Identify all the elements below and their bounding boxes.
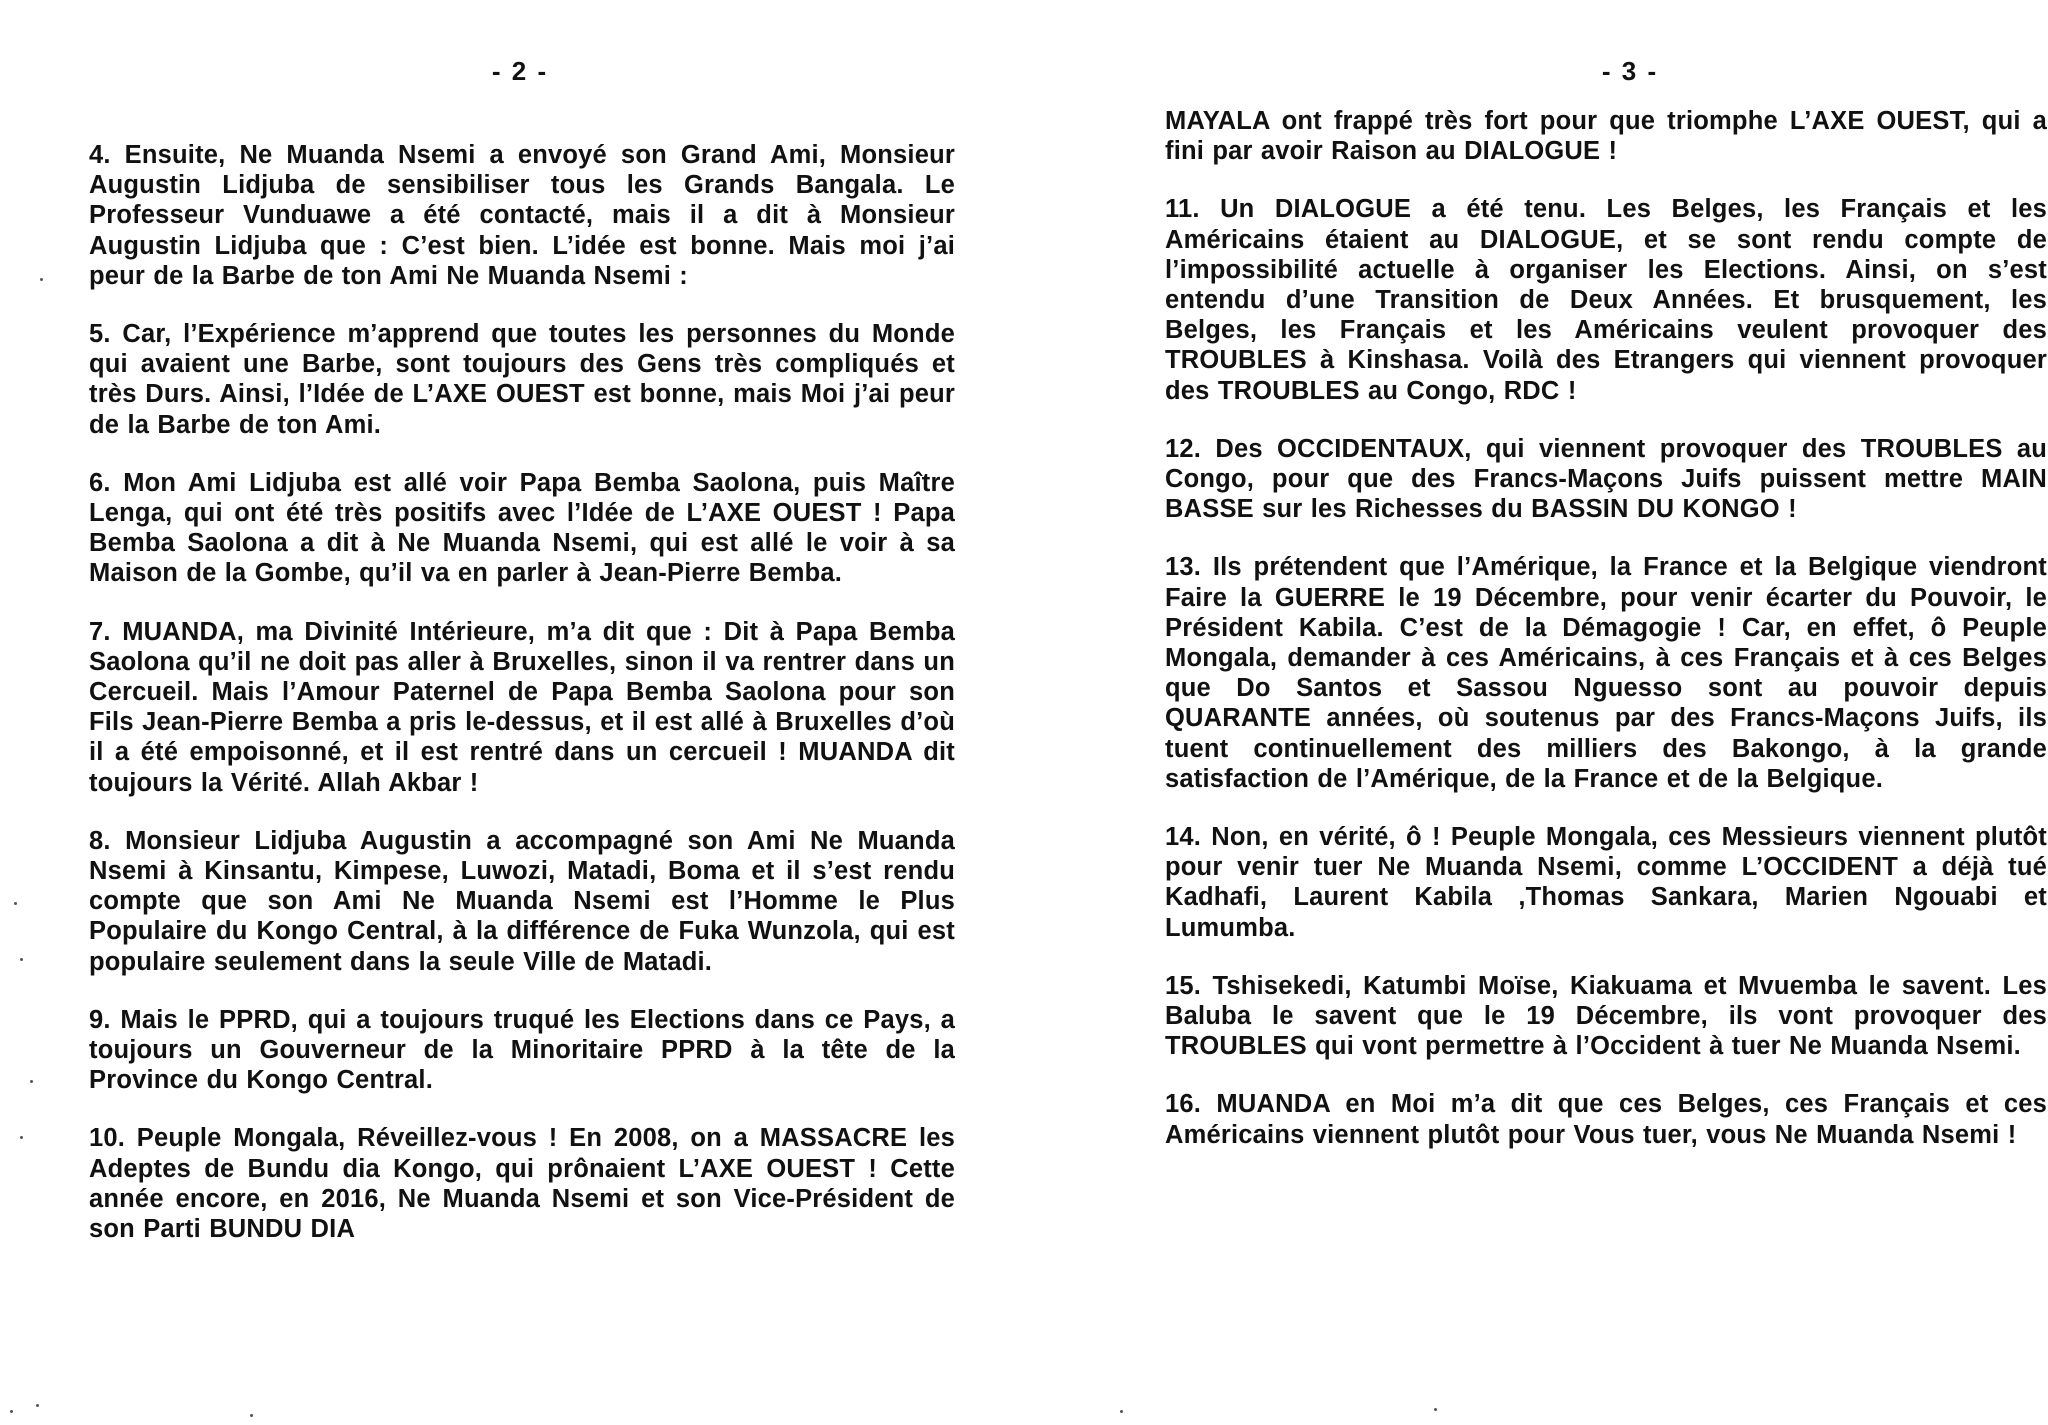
paragraph-4: 4. Ensuite, Ne Muanda Nsemi a envoyé son Grand Ami, Monsieur Augustin Lidjuba de sensibiliser tous les Grands Bangala. Le Professeur Vunduawe a été contacté, mais il a dit à Monsieur Augustin Lidjuba que : C’est bien. L’idée est bonne. Mais moi j’ai peur de la Barbe de ton Ami Ne Muanda Nsemi : — [89, 141, 955, 290]
paragraph-9: 9. Mais le PPRD, qui a toujours truqué les Elections dans ce Pays, a toujours un Gouverneur de la Minoritaire PPRD à la tête de la Province du Kongo Central. — [89, 1005, 955, 1095]
paragraph-13: 13. Ils prétendent que l’Amérique, la France et la Belgique viendront Faire la GUERRE le 19 Décembre, pour venir écarter du Pouvoir, le Président Kabila. C’est de la Démagogie ! Car, en effet, ô Peuple Mongala, demander à ces Américains, à ces Français et à ces Belges que Do Santos et Sassou Nguesso sont au pouvoir depuis QUARANTE années, où soutenus par des Francs-Maçons Juifs, ils tuent continuellement des milliers des Bakongo, à la grande satisfaction de l’Amérique, de la France et de la Belgique. — [1165, 553, 2047, 793]
paragraph-6: 6. Mon Ami Lidjuba est allé voir Papa Bemba Saolona, puis Maître Lenga, qui ont été très positifs avec l’Idée de L’AXE OUEST ! Papa Bemba Saolona a dit à Ne Muanda Nsemi, qui est allé le voir à sa Maison de la Gombe, qu’il va en parler à Jean-Pierre Bemba. — [89, 468, 955, 588]
paragraph-15: 15. Tshisekedi, Katumbi Moïse, Kiakuama et Mvuemba le savent. Les Baluba le savent que le 19 Décembre, ils vont provoquer des TROUBLES qui vont permettre à l’Occident à tuer Ne Muanda Nsemi. — [1165, 971, 2047, 1061]
paragraph-11: 11. Un DIALOGUE a été tenu. Les Belges, les Français et les Américains étaient au DIALOGUE, et se sont rendu compte de l’impossibilité actuelle à organiser les Elections. Ainsi, on s’est entendu d’une Transition de Deux Années. Et brusquement, les Belges, les Français et les Américains veulent provoquer des TROUBLES à Kinshasa. Voilà des Etrangers qui viennent provoquer des TROUBLES au Congo, RDC ! — [1165, 195, 2047, 405]
paragraph-10-continued: MAYALA ont frappé très fort pour que triomphe L’AXE OUEST, qui a fini par avoir Raison au DIALOGUE ! — [1165, 107, 2047, 166]
paragraph-7: 7. MUANDA, ma Divinité Intérieure, m’a dit que : Dit à Papa Bemba Saolona qu’il ne doit pas aller à Bruxelles, sinon il va rentrer dans un Cercueil. Mais l’Amour Paternel de Papa Bemba Saolona pour son Fils Jean-Pierre Bemba a pris le-dessus, et il est allé à Bruxelles d’où il a été empoisonné, et il est rentré dans un cercueil ! MUANDA dit toujours la Vérité. Allah Akbar ! — [89, 617, 955, 797]
page-number-left: - 2 - — [491, 56, 549, 86]
paragraph-10: 10. Peuple Mongala, Réveillez-vous ! En 2008, on a MASSACRE les Adeptes de Bundu dia Kongo, qui prônaient L’AXE OUEST ! Cette année encore, en 2016, Ne Muanda Nsemi et son Vice-Président de son Parti BUNDU DIA — [89, 1124, 955, 1244]
paragraph-14: 14. Non, en vérité, ô ! Peuple Mongala, ces Messieurs viennent plutôt pour venir tuer Ne Muanda Nsemi, comme L’OCCIDENT a déjà tué Kadhafi, Laurent Kabila ,Thomas Sankara, Marien Ngouabi et Lumumba. — [1165, 823, 2047, 942]
paragraph-8: 8. Monsieur Lidjuba Augustin a accompagné son Ami Ne Muanda Nsemi à Kinsantu, Kimpese, Luwozi, Matadi, Boma et il s’est rendu compte que son Ami Ne Muanda Nsemi est l’Homme le Plus Populaire du Kongo Central, à la différence de Fuka Wunzola, qui est populaire seulement dans la seule Ville de Matadi. — [89, 826, 955, 976]
right-text-column — [1165, 106, 2047, 1178]
paragraph-12: 12. Des OCCIDENTAUX, qui viennent provoquer des TROUBLES au Congo, pour que des Francs-Maçons Juifs puissent mettre MAIN BASSE sur les Richesses du BASSIN DU KONGO ! — [1165, 434, 2047, 524]
paragraph-16: 16. MUANDA en Moi m’a dit que ces Belges, ces Français et ces Américains viennent plutôt pour Vous tuer, vous Ne Muanda Nsemi ! — [1165, 1090, 2047, 1149]
left-text-column — [89, 140, 955, 1272]
right-page — [1024, 0, 2048, 1425]
paragraph-5: 5. Car, l’Expérience m’apprend que toutes les personnes du Monde qui avaient une Barbe, sont toujours des Gens très compliqués et très Durs. Ainsi, l’Idée de L’AXE OUEST est bonne, mais Moi j’ai peur de la Barbe de ton Ami. — [89, 320, 955, 439]
page-number-right: - 3 - — [1601, 56, 1659, 86]
